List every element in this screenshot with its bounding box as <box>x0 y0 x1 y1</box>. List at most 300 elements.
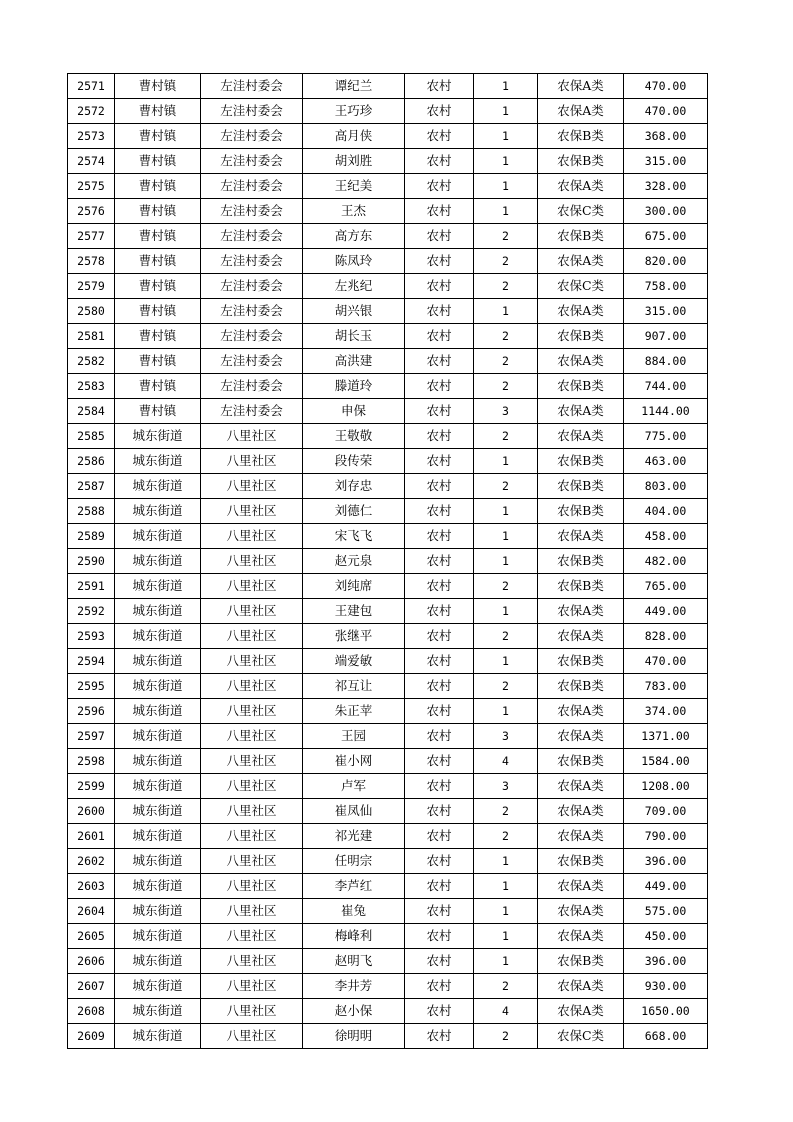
row-number-cell: 2593 <box>68 624 115 649</box>
amount-cell: 449.00 <box>624 599 708 624</box>
household-type-cell: 农村 <box>405 649 474 674</box>
household-type-cell: 农村 <box>405 174 474 199</box>
table-row <box>68 724 708 749</box>
household-size-cell: 1 <box>474 599 538 624</box>
household-size-cell: 1 <box>474 949 538 974</box>
table-row <box>68 499 708 524</box>
community-cell: 八里社区 <box>201 624 303 649</box>
name-cell: 朱正苹 <box>303 699 405 724</box>
community-cell: 八里社区 <box>201 449 303 474</box>
household-size-cell: 1 <box>474 99 538 124</box>
household-type-cell: 农村 <box>405 624 474 649</box>
table-row <box>68 674 708 699</box>
household-type-cell: 农村 <box>405 974 474 999</box>
table-row <box>68 199 708 224</box>
community-cell: 左洼村委会 <box>201 324 303 349</box>
community-cell: 八里社区 <box>201 649 303 674</box>
insurance-class-cell: 农保A类 <box>538 824 624 849</box>
household-type-cell: 农村 <box>405 899 474 924</box>
insurance-class-cell: 农保A类 <box>538 774 624 799</box>
township-cell: 城东街道 <box>115 949 201 974</box>
household-size-cell: 1 <box>474 649 538 674</box>
insurance-class-cell: 农保A类 <box>538 299 624 324</box>
amount-cell: 1144.00 <box>624 399 708 424</box>
township-cell: 城东街道 <box>115 599 201 624</box>
household-size-cell: 1 <box>474 699 538 724</box>
row-number-cell: 2587 <box>68 474 115 499</box>
amount-cell: 396.00 <box>624 949 708 974</box>
name-cell: 张继平 <box>303 624 405 649</box>
row-number-cell: 2581 <box>68 324 115 349</box>
household-type-cell: 农村 <box>405 324 474 349</box>
household-size-cell: 4 <box>474 749 538 774</box>
household-type-cell: 农村 <box>405 524 474 549</box>
insurance-class-cell: 农保B类 <box>538 674 624 699</box>
household-size-cell: 1 <box>474 899 538 924</box>
amount-cell: 744.00 <box>624 374 708 399</box>
household-type-cell: 农村 <box>405 874 474 899</box>
household-size-cell: 2 <box>474 474 538 499</box>
name-cell: 高洪建 <box>303 349 405 374</box>
household-type-cell: 农村 <box>405 574 474 599</box>
community-cell: 左洼村委会 <box>201 124 303 149</box>
township-cell: 城东街道 <box>115 674 201 699</box>
table-row <box>68 974 708 999</box>
amount-cell: 1371.00 <box>624 724 708 749</box>
amount-cell: 470.00 <box>624 74 708 99</box>
row-number-cell: 2602 <box>68 849 115 874</box>
community-cell: 八里社区 <box>201 674 303 699</box>
insurance-class-cell: 农保A类 <box>538 249 624 274</box>
household-type-cell: 农村 <box>405 249 474 274</box>
insurance-class-cell: 农保A类 <box>538 724 624 749</box>
name-cell: 高方东 <box>303 224 405 249</box>
table-row <box>68 274 708 299</box>
table-row <box>68 549 708 574</box>
community-cell: 八里社区 <box>201 749 303 774</box>
insurance-class-cell: 农保A类 <box>538 624 624 649</box>
community-cell: 左洼村委会 <box>201 349 303 374</box>
amount-cell: 470.00 <box>624 99 708 124</box>
row-number-cell: 2590 <box>68 549 115 574</box>
table-row <box>68 924 708 949</box>
table-row <box>68 299 708 324</box>
insurance-class-cell: 农保A类 <box>538 424 624 449</box>
row-number-cell: 2598 <box>68 749 115 774</box>
household-size-cell: 1 <box>474 124 538 149</box>
household-size-cell: 2 <box>474 624 538 649</box>
table-row <box>68 374 708 399</box>
row-number-cell: 2583 <box>68 374 115 399</box>
township-cell: 曹村镇 <box>115 224 201 249</box>
township-cell: 城东街道 <box>115 624 201 649</box>
community-cell: 八里社区 <box>201 924 303 949</box>
insurance-class-cell: 农保A类 <box>538 924 624 949</box>
insurance-class-cell: 农保A类 <box>538 974 624 999</box>
name-cell: 胡长玉 <box>303 324 405 349</box>
table-body <box>68 74 708 1049</box>
name-cell: 王园 <box>303 724 405 749</box>
name-cell: 徐明明 <box>303 1024 405 1049</box>
amount-cell: 1650.00 <box>624 999 708 1024</box>
insurance-class-cell: 农保A类 <box>538 349 624 374</box>
household-type-cell: 农村 <box>405 924 474 949</box>
table-row <box>68 224 708 249</box>
township-cell: 曹村镇 <box>115 274 201 299</box>
household-size-cell: 1 <box>474 149 538 174</box>
household-type-cell: 农村 <box>405 849 474 874</box>
community-cell: 八里社区 <box>201 974 303 999</box>
row-number-cell: 2591 <box>68 574 115 599</box>
insurance-class-cell: 农保A类 <box>538 799 624 824</box>
amount-cell: 396.00 <box>624 849 708 874</box>
row-number-cell: 2573 <box>68 124 115 149</box>
table-row <box>68 874 708 899</box>
insurance-class-cell: 农保A类 <box>538 524 624 549</box>
township-cell: 城东街道 <box>115 774 201 799</box>
name-cell: 赵小保 <box>303 999 405 1024</box>
community-cell: 八里社区 <box>201 599 303 624</box>
amount-cell: 315.00 <box>624 299 708 324</box>
township-cell: 曹村镇 <box>115 324 201 349</box>
name-cell: 王杰 <box>303 199 405 224</box>
township-cell: 曹村镇 <box>115 149 201 174</box>
name-cell: 王建包 <box>303 599 405 624</box>
row-number-cell: 2595 <box>68 674 115 699</box>
community-cell: 八里社区 <box>201 899 303 924</box>
amount-cell: 449.00 <box>624 874 708 899</box>
row-number-cell: 2589 <box>68 524 115 549</box>
amount-cell: 775.00 <box>624 424 708 449</box>
insurance-class-cell: 农保B类 <box>538 224 624 249</box>
township-cell: 城东街道 <box>115 799 201 824</box>
table-row <box>68 249 708 274</box>
amount-cell: 575.00 <box>624 899 708 924</box>
township-cell: 城东街道 <box>115 549 201 574</box>
table-row <box>68 849 708 874</box>
household-type-cell: 农村 <box>405 949 474 974</box>
amount-cell: 315.00 <box>624 149 708 174</box>
insurance-class-cell: 农保C类 <box>538 1024 624 1049</box>
township-cell: 城东街道 <box>115 474 201 499</box>
name-cell: 崔小网 <box>303 749 405 774</box>
insurance-class-cell: 农保A类 <box>538 874 624 899</box>
table-row <box>68 74 708 99</box>
household-size-cell: 2 <box>474 824 538 849</box>
amount-cell: 458.00 <box>624 524 708 549</box>
household-type-cell: 农村 <box>405 599 474 624</box>
row-number-cell: 2586 <box>68 449 115 474</box>
household-size-cell: 1 <box>474 199 538 224</box>
table-row <box>68 749 708 774</box>
table-row <box>68 774 708 799</box>
township-cell: 曹村镇 <box>115 174 201 199</box>
household-size-cell: 1 <box>474 174 538 199</box>
community-cell: 八里社区 <box>201 724 303 749</box>
household-type-cell: 农村 <box>405 399 474 424</box>
community-cell: 八里社区 <box>201 699 303 724</box>
community-cell: 左洼村委会 <box>201 274 303 299</box>
community-cell: 八里社区 <box>201 999 303 1024</box>
household-size-cell: 3 <box>474 774 538 799</box>
amount-cell: 709.00 <box>624 799 708 824</box>
amount-cell: 374.00 <box>624 699 708 724</box>
insurance-class-cell: 农保B类 <box>538 374 624 399</box>
name-cell: 王巧珍 <box>303 99 405 124</box>
community-cell: 八里社区 <box>201 574 303 599</box>
household-size-cell: 2 <box>474 249 538 274</box>
table-row <box>68 999 708 1024</box>
household-type-cell: 农村 <box>405 349 474 374</box>
amount-cell: 300.00 <box>624 199 708 224</box>
household-size-cell: 2 <box>474 274 538 299</box>
household-type-cell: 农村 <box>405 774 474 799</box>
table-row <box>68 1024 708 1049</box>
township-cell: 曹村镇 <box>115 199 201 224</box>
name-cell: 胡兴银 <box>303 299 405 324</box>
household-size-cell: 4 <box>474 999 538 1024</box>
table-row <box>68 99 708 124</box>
name-cell: 卢军 <box>303 774 405 799</box>
row-number-cell: 2576 <box>68 199 115 224</box>
household-type-cell: 农村 <box>405 824 474 849</box>
table-row <box>68 524 708 549</box>
name-cell: 刘存忠 <box>303 474 405 499</box>
household-type-cell: 农村 <box>405 749 474 774</box>
community-cell: 八里社区 <box>201 474 303 499</box>
community-cell: 左洼村委会 <box>201 199 303 224</box>
name-cell: 任明宗 <box>303 849 405 874</box>
name-cell: 赵元泉 <box>303 549 405 574</box>
insurance-class-cell: 农保B类 <box>538 649 624 674</box>
household-size-cell: 1 <box>474 524 538 549</box>
community-cell: 八里社区 <box>201 824 303 849</box>
table-row <box>68 949 708 974</box>
community-cell: 左洼村委会 <box>201 224 303 249</box>
row-number-cell: 2609 <box>68 1024 115 1049</box>
name-cell: 谭纪兰 <box>303 74 405 99</box>
insurance-class-cell: 农保B类 <box>538 474 624 499</box>
amount-cell: 820.00 <box>624 249 708 274</box>
household-type-cell: 农村 <box>405 124 474 149</box>
insurance-class-cell: 农保B类 <box>538 449 624 474</box>
community-cell: 八里社区 <box>201 774 303 799</box>
insurance-class-cell: 农保A类 <box>538 699 624 724</box>
table-row <box>68 624 708 649</box>
insurance-class-cell: 农保B类 <box>538 749 624 774</box>
township-cell: 城东街道 <box>115 849 201 874</box>
row-number-cell: 2588 <box>68 499 115 524</box>
household-size-cell: 2 <box>474 799 538 824</box>
row-number-cell: 2597 <box>68 724 115 749</box>
table-row <box>68 424 708 449</box>
household-type-cell: 农村 <box>405 199 474 224</box>
row-number-cell: 2596 <box>68 699 115 724</box>
table-row <box>68 574 708 599</box>
township-cell: 城东街道 <box>115 524 201 549</box>
household-type-cell: 农村 <box>405 374 474 399</box>
amount-cell: 328.00 <box>624 174 708 199</box>
township-cell: 城东街道 <box>115 999 201 1024</box>
household-size-cell: 2 <box>474 974 538 999</box>
community-cell: 八里社区 <box>201 499 303 524</box>
assistance-roster-table <box>67 73 708 1049</box>
name-cell: 段传荣 <box>303 449 405 474</box>
household-type-cell: 农村 <box>405 549 474 574</box>
township-cell: 城东街道 <box>115 724 201 749</box>
township-cell: 城东街道 <box>115 824 201 849</box>
household-type-cell: 农村 <box>405 674 474 699</box>
household-size-cell: 1 <box>474 874 538 899</box>
township-cell: 城东街道 <box>115 499 201 524</box>
community-cell: 左洼村委会 <box>201 149 303 174</box>
household-size-cell: 1 <box>474 449 538 474</box>
row-number-cell: 2608 <box>68 999 115 1024</box>
row-number-cell: 2601 <box>68 824 115 849</box>
row-number-cell: 2600 <box>68 799 115 824</box>
amount-cell: 783.00 <box>624 674 708 699</box>
amount-cell: 1584.00 <box>624 749 708 774</box>
township-cell: 曹村镇 <box>115 99 201 124</box>
community-cell: 左洼村委会 <box>201 374 303 399</box>
community-cell: 八里社区 <box>201 799 303 824</box>
household-type-cell: 农村 <box>405 74 474 99</box>
table-row <box>68 324 708 349</box>
amount-cell: 675.00 <box>624 224 708 249</box>
township-cell: 城东街道 <box>115 574 201 599</box>
amount-cell: 1208.00 <box>624 774 708 799</box>
household-size-cell: 2 <box>474 224 538 249</box>
township-cell: 曹村镇 <box>115 374 201 399</box>
name-cell: 端爱敏 <box>303 649 405 674</box>
township-cell: 城东街道 <box>115 699 201 724</box>
insurance-class-cell: 农保A类 <box>538 399 624 424</box>
community-cell: 八里社区 <box>201 424 303 449</box>
household-type-cell: 农村 <box>405 449 474 474</box>
insurance-class-cell: 农保C类 <box>538 274 624 299</box>
row-number-cell: 2582 <box>68 349 115 374</box>
insurance-class-cell: 农保B类 <box>538 849 624 874</box>
amount-cell: 790.00 <box>624 824 708 849</box>
row-number-cell: 2574 <box>68 149 115 174</box>
insurance-class-cell: 农保A类 <box>538 999 624 1024</box>
row-number-cell: 2580 <box>68 299 115 324</box>
household-type-cell: 农村 <box>405 999 474 1024</box>
community-cell: 左洼村委会 <box>201 174 303 199</box>
name-cell: 陈凤玲 <box>303 249 405 274</box>
community-cell: 八里社区 <box>201 549 303 574</box>
name-cell: 左兆纪 <box>303 274 405 299</box>
insurance-class-cell: 农保B类 <box>538 574 624 599</box>
household-size-cell: 2 <box>474 349 538 374</box>
name-cell: 刘纯席 <box>303 574 405 599</box>
township-cell: 曹村镇 <box>115 74 201 99</box>
row-number-cell: 2594 <box>68 649 115 674</box>
name-cell: 梅峰利 <box>303 924 405 949</box>
insurance-class-cell: 农保B类 <box>538 124 624 149</box>
township-cell: 城东街道 <box>115 1024 201 1049</box>
household-type-cell: 农村 <box>405 424 474 449</box>
amount-cell: 758.00 <box>624 274 708 299</box>
insurance-class-cell: 农保B类 <box>538 949 624 974</box>
insurance-class-cell: 农保B类 <box>538 499 624 524</box>
name-cell: 胡刘胜 <box>303 149 405 174</box>
name-cell: 滕道玲 <box>303 374 405 399</box>
household-type-cell: 农村 <box>405 99 474 124</box>
household-type-cell: 农村 <box>405 1024 474 1049</box>
household-size-cell: 3 <box>474 399 538 424</box>
amount-cell: 803.00 <box>624 474 708 499</box>
household-type-cell: 农村 <box>405 274 474 299</box>
household-size-cell: 1 <box>474 924 538 949</box>
row-number-cell: 2575 <box>68 174 115 199</box>
household-size-cell: 1 <box>474 74 538 99</box>
township-cell: 城东街道 <box>115 424 201 449</box>
table-row <box>68 349 708 374</box>
household-type-cell: 农村 <box>405 499 474 524</box>
name-cell: 高月侠 <box>303 124 405 149</box>
insurance-class-cell: 农保A类 <box>538 74 624 99</box>
household-type-cell: 农村 <box>405 149 474 174</box>
community-cell: 八里社区 <box>201 949 303 974</box>
name-cell: 王纪美 <box>303 174 405 199</box>
row-number-cell: 2605 <box>68 924 115 949</box>
amount-cell: 765.00 <box>624 574 708 599</box>
household-size-cell: 3 <box>474 724 538 749</box>
township-cell: 曹村镇 <box>115 249 201 274</box>
household-size-cell: 1 <box>474 499 538 524</box>
insurance-class-cell: 农保A类 <box>538 899 624 924</box>
household-size-cell: 1 <box>474 299 538 324</box>
township-cell: 城东街道 <box>115 974 201 999</box>
township-cell: 曹村镇 <box>115 124 201 149</box>
table-row <box>68 149 708 174</box>
insurance-class-cell: 农保A类 <box>538 174 624 199</box>
township-cell: 曹村镇 <box>115 399 201 424</box>
name-cell: 崔凤仙 <box>303 799 405 824</box>
household-type-cell: 农村 <box>405 799 474 824</box>
row-number-cell: 2604 <box>68 899 115 924</box>
insurance-class-cell: 农保A类 <box>538 99 624 124</box>
name-cell: 王敬敬 <box>303 424 405 449</box>
name-cell: 赵明飞 <box>303 949 405 974</box>
row-number-cell: 2577 <box>68 224 115 249</box>
community-cell: 左洼村委会 <box>201 99 303 124</box>
row-number-cell: 2571 <box>68 74 115 99</box>
row-number-cell: 2599 <box>68 774 115 799</box>
community-cell: 左洼村委会 <box>201 74 303 99</box>
table-row <box>68 824 708 849</box>
community-cell: 左洼村委会 <box>201 249 303 274</box>
table-row <box>68 174 708 199</box>
table-row <box>68 799 708 824</box>
household-type-cell: 农村 <box>405 474 474 499</box>
community-cell: 八里社区 <box>201 849 303 874</box>
household-size-cell: 2 <box>474 1024 538 1049</box>
table-row <box>68 899 708 924</box>
township-cell: 曹村镇 <box>115 299 201 324</box>
household-size-cell: 1 <box>474 849 538 874</box>
household-type-cell: 农村 <box>405 224 474 249</box>
table-row <box>68 649 708 674</box>
row-number-cell: 2578 <box>68 249 115 274</box>
household-size-cell: 1 <box>474 549 538 574</box>
township-cell: 城东街道 <box>115 449 201 474</box>
name-cell: 祁光建 <box>303 824 405 849</box>
township-cell: 曹村镇 <box>115 349 201 374</box>
row-number-cell: 2592 <box>68 599 115 624</box>
insurance-class-cell: 农保B类 <box>538 549 624 574</box>
